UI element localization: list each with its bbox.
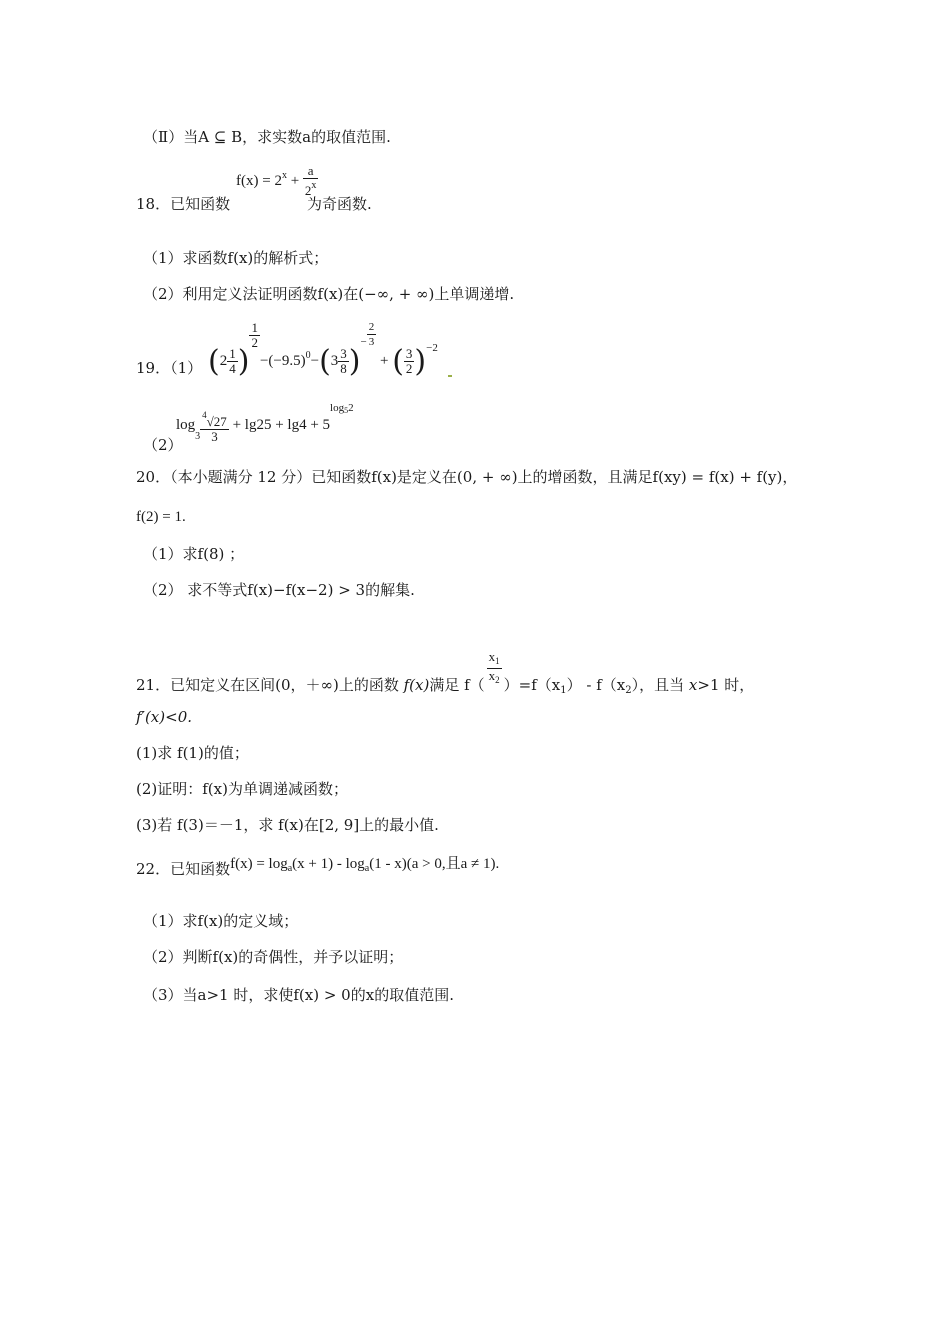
q22-line1: 22．已知函数$f(x) = \log_a(x + 1) - \log_a(1 - x)(a > 0$,且a ≠ 1). — [136, 856, 500, 878]
q19-number: 19．（1） — [136, 359, 203, 377]
q22-part1: （1）求f(x)的定义域； — [143, 912, 299, 930]
q18-frac-num: a — [303, 164, 319, 179]
q19-exp-log: log52 — [330, 402, 354, 415]
q18-line1 — [136, 193, 230, 215]
q21-fraction: $\frac{x_1}{x_2}$ — [488, 649, 500, 685]
q21-line2: f′(x)<0. — [136, 708, 193, 726]
q18-part1: （1）求函数f(x)的解析式； — [143, 249, 329, 267]
q20-line1: 20．（本小题满分 12 分）已知函数f(x)是定义在(0, + ∞)上的增函数，且满足f(xy) = f(x) + f(y)， — [136, 468, 798, 486]
q21-part3: (3)若 f(3)＝－1，求 f(x)在[2, 9]上的最小值. — [136, 816, 439, 834]
q19-exp-2-3: $\frac{2}{3}$ — [368, 321, 375, 348]
q20-part2: （2） 求不等式f(x)−f(x−2) > 3的解集. — [143, 581, 415, 599]
q19-frac-1-4: $\frac{1}{4}$ — [229, 346, 236, 377]
q21-part2: (2)证明：f(x)为单调递减函数； — [136, 780, 348, 798]
q19-expr1: (2 $\frac{1}{4}$ ) $\frac{1}{2}$ $-(-9.5)^0-(3$ $\frac{3}{8}$ )− $\frac{2}{3}$ + ( $\frac{3}{2}$ )$^{-2}$ — [208, 320, 453, 380]
q20-part1: （1）求f(8) ； — [143, 545, 245, 563]
q19-root-fraction: $\frac{^4√27}{3}$ — [202, 409, 227, 444]
q18-number: 18． — [136, 195, 171, 213]
q22-part3: （3）当a>1 时，求使f(x) > 0的x的取值范围. — [143, 986, 454, 1004]
q18-part2: （2）利用定义法证明函数f(x)在(−∞, + ∞)上单调递增. — [143, 285, 515, 303]
q18-formula-lhs: f(x) = 2 — [236, 173, 282, 189]
q20-line2: f(2) = 1. — [136, 509, 186, 525]
q19-frac-3-2: $\frac{3}{2}$ — [405, 346, 413, 377]
q21-part1: (1)求 f(1)的值； — [136, 744, 249, 762]
q22-part2: （2）判断f(x)的奇偶性，并予以证明； — [143, 948, 404, 966]
q18-exp-x: x — [281, 170, 287, 181]
q22-formula: $f(x) = \log_a(x + 1) - \log_a(1 - x)(a > 0$,且a ≠ 1). — [230, 856, 500, 874]
q19-exp-1-2: $\frac{1}{2}$ — [251, 320, 258, 350]
q19-expr2: $\log_3$ $\frac{^4√27}{3}$ + $\lg 25 + \lg 4 + 5^{log52}$ — [176, 402, 354, 444]
q18-plus: + — [286, 173, 303, 189]
q19-frac-3-8: $\frac{3}{8}$ — [340, 346, 347, 377]
q17-part2: （Ⅱ）当A ⊆ B，求实数a的取值范围. — [143, 128, 391, 146]
q19-part2-label: （2） — [143, 436, 183, 454]
artifact-dot — [448, 375, 452, 377]
q18-suffix: 为奇函数. — [307, 195, 372, 213]
q18-intro: 已知函数 — [170, 195, 231, 213]
q21-line1: 21．已知定义在区间(0，＋∞)上的函数 f(x)满足 f（ $\frac{x_1}{x_2}$ ）$=f(x_1) - f(x_2)$，且当 x>1 时， — [136, 649, 755, 696]
q18-frac-den: 2$^x$ — [304, 180, 317, 198]
